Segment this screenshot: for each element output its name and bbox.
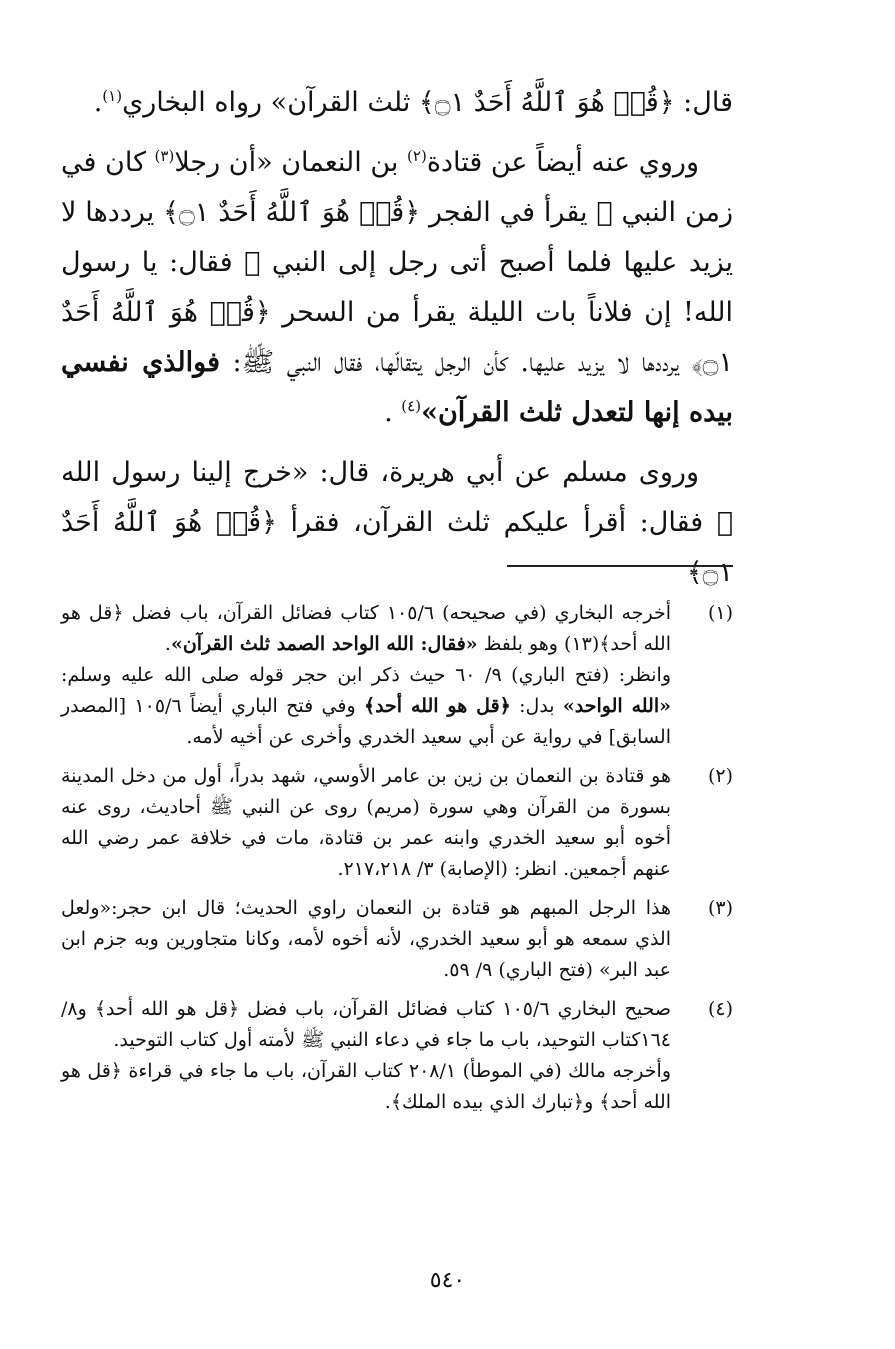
- footnote-separator: [507, 565, 733, 567]
- text-run: وانظر: (فتح الباري) ٩/ ٦٠ حيث ذكر ابن حجر قوله صلى الله عليه وسلم:: [61, 664, 671, 686]
- text-run: هذا الرجل المبهم هو قتادة بن النعمان راوي الحديث؛ قال ابن حجر:«ولعل الذي سمعه هو أبو سعيد الخدري، لأنه أخوه لأمه، وكانا متجاورين وبه جزم ابن عبد البر» (فتح الباري) ٩/ ٥٩.: [61, 897, 671, 981]
- paragraph: [61, 448, 733, 598]
- main-text: [61, 78, 733, 598]
- footnote-text: [61, 994, 671, 1118]
- text-run: هو قتادة بن النعمان بن زين بن عامر الأوسي، شهد بدراً، أول من دخل المدينة بسورة من القرآن وهي سورة (مريم) روى عن النبي ﷺ أحاديث، روى عنه أخوه أبو سعيد الخدري وابنه عمر بن قتادة، مات في خلافة عمر رضي الله عنهم أجمعين. انظر: (الإصابة) ٣/ ٢١٧،٢١٨.: [61, 765, 671, 880]
- footnote-line: [61, 761, 671, 885]
- footnote-reference: (٣): [154, 147, 175, 165]
- footnote-reference: (٤): [401, 397, 422, 415]
- footnote-reference: (١): [102, 87, 123, 105]
- text-run: بدل:: [510, 695, 563, 717]
- bold-text-run: «الله الواحد»: [562, 695, 671, 717]
- footnote-number: (٢): [707, 765, 733, 787]
- page-number: ٥٤٠: [429, 1268, 466, 1293]
- footnote-text: [61, 761, 671, 885]
- footnote-text: [61, 893, 671, 986]
- footnote: [61, 761, 733, 885]
- text-run: .: [384, 397, 402, 428]
- text-run: وفي فتح الباري أيضاً ١٠٥/٦ [المصدر السابق] في رواية عن أبي سعيد الخدري وأخرى عن أخيه لأمه.: [61, 695, 671, 748]
- text-run: وروى مسلم عن أبي هريرة، قال: «خرج إلينا رسول الله ﷺ فقال: أقرأ عليكم ثلث القرآن، فقرأ ﴿قُلۡ هُوَ ٱللَّهُ أَحَدٌ ۝١﴾: [61, 457, 733, 588]
- paragraph: [61, 138, 733, 438]
- text-run: .: [164, 633, 171, 655]
- footnote-line: [61, 1056, 671, 1118]
- footnote-text: [61, 598, 671, 753]
- bold-text-run: فوالذي نفسي بيده إنها لتعدل ثلث القرآن»: [61, 347, 733, 428]
- footnote-number: (٤): [707, 998, 733, 1020]
- bold-text-run: «فقال: الله الواحد الصمد ثلث القرآن»: [170, 633, 478, 655]
- text-run: .: [93, 87, 103, 118]
- text-run: وروي عنه أيضاً عن قتادة: [426, 147, 699, 178]
- footnote-line: [61, 660, 671, 753]
- footnote-line: [61, 994, 671, 1056]
- footnote-line: [61, 598, 671, 660]
- text-run: صحيح البخاري ١٠٥/٦ كتاب فضائل القرآن، باب فضل ﴿قل هو الله أحد﴾ و٨/ ١٦٤كتاب التوحيد، باب ما جاء في دعاء النبي ﷺ لأمته أول كتاب التوحيد.: [61, 998, 671, 1051]
- footnote-number: (٣): [707, 897, 733, 919]
- footnote-number: (١): [707, 602, 733, 624]
- text-run: كان في زمن النبي ﷺ يقرأ في الفجر ﴿قُلۡ هُوَ ٱللَّهُ أَحَدٌ ۝١﴾ يرددها لا يزيد عليها فلما أصبح أتى رجل إلى النبي ﷺ فقال: يا رسول الله! إن فلاناً بات الليلة يقرأ من السحر ﴿قُلۡ هُوَ ٱللَّهُ أَحَدٌ ۝١﴾ يرددها لا يزيد عليها. كأن الرجل يتقالّها، فقال النبي ﷺ:: [61, 147, 734, 378]
- text-run: وأخرجه مالك (في الموطأ) ٢٠٨/١ كتاب القرآن، باب ما جاء في قراءة ﴿قل هو الله أحد﴾ و﴿تبارك الذي بيده الملك﴾.: [61, 1060, 671, 1113]
- footnote: [61, 598, 733, 753]
- text-run: بن النعمان «أن رجلا: [174, 147, 408, 178]
- text-run: أخرجه البخاري (في صحيحه) ١٠٥/٦ كتاب فضائل القرآن، باب فضل ﴿قل هو الله أحد﴾(١٣) وهو بلفظ: [61, 602, 671, 655]
- paragraph: [61, 78, 733, 128]
- footnote-reference: (٢): [407, 147, 427, 165]
- footnotes: [61, 598, 733, 1126]
- bold-text-run: ﴿قل هو الله أحد﴾: [363, 695, 511, 717]
- text-run: قال: ﴿قُلۡ هُوَ ٱللَّهُ أَحَدٌ ۝١﴾ ثلث القرآن» رواه البخاري: [122, 87, 733, 118]
- footnote: [61, 893, 733, 986]
- footnote: [61, 994, 733, 1118]
- footnote-line: [61, 893, 671, 986]
